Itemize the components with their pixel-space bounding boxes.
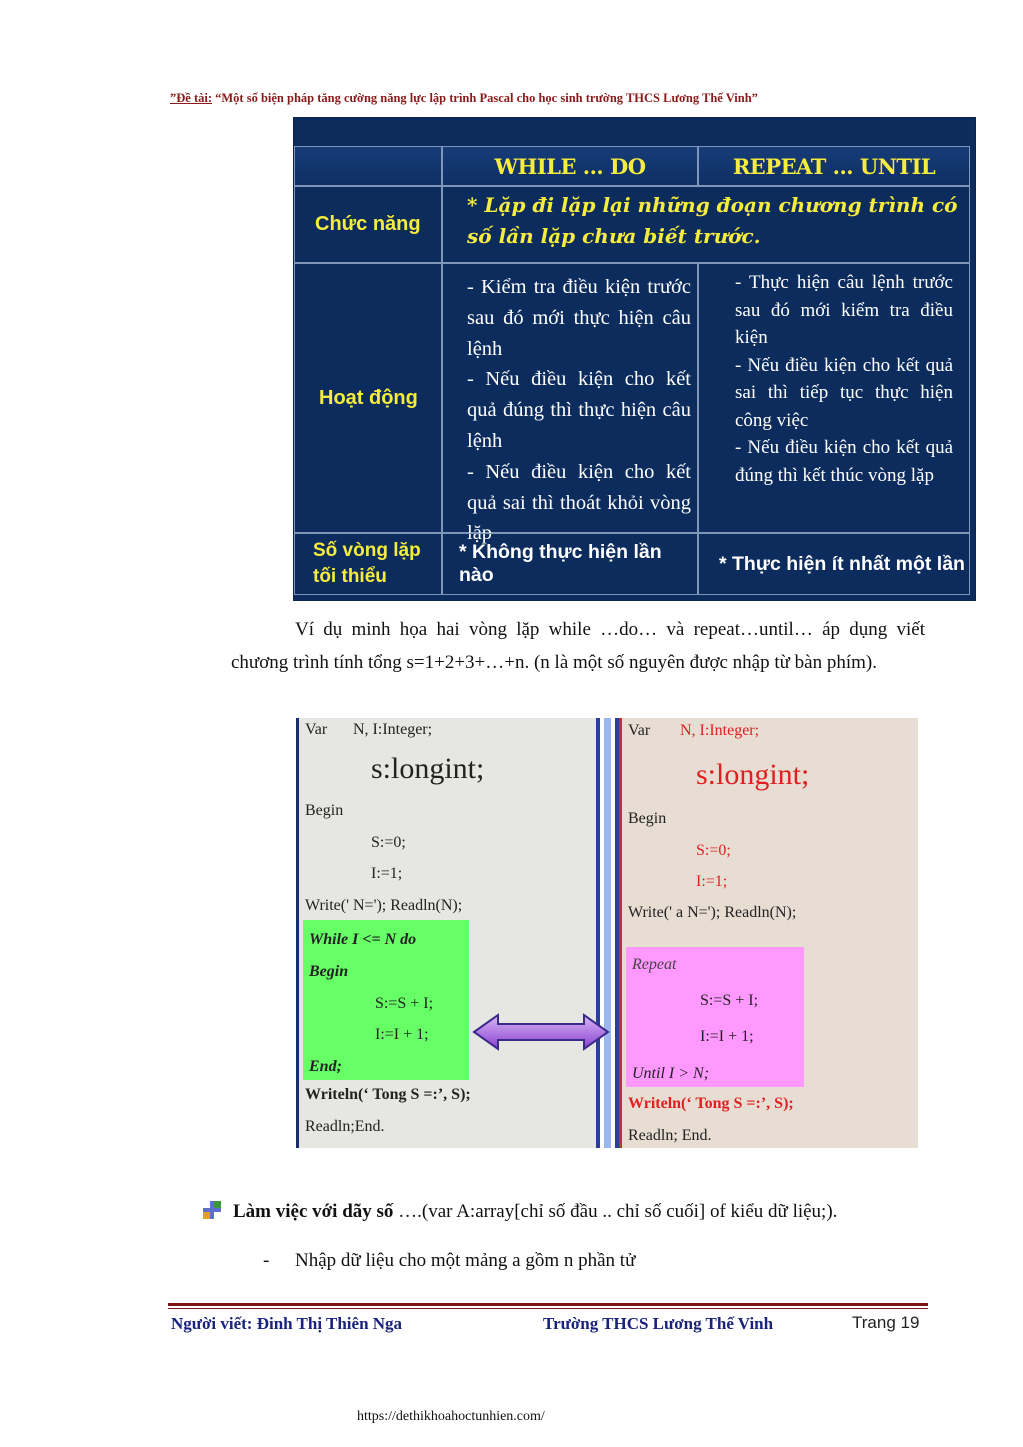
example-paragraph (231, 613, 925, 679)
row-label-operation: Hoạt động (294, 263, 442, 533)
footer-author: Người viết: Đinh Thị Thiên Nga (171, 1314, 403, 1333)
header-label: ”Đề tài: (170, 91, 212, 105)
code-line: S:=0; (371, 834, 406, 851)
code-line: Writeln(‘ Tong S =:’, S); (628, 1095, 794, 1112)
footer-rule (168, 1303, 928, 1306)
code-line: N, I:Integer; (353, 721, 433, 738)
row-label-function: Chức năng (294, 186, 442, 263)
repeat-code-panel (619, 718, 918, 1148)
code-line: Begin (305, 802, 344, 819)
source-url[interactable]: https://dethikhoahoctunhien.com/ (357, 1409, 545, 1424)
min-loops-label-line2: tối thiểu (313, 566, 387, 587)
document-header (170, 91, 870, 106)
footer-school: Trường THCS Lương Thế Vinh (543, 1314, 774, 1333)
code-line: I:=1; (371, 865, 403, 882)
min-loops-label-line1: Số vòng lặp (313, 540, 421, 561)
code-line: s:longint; (371, 752, 485, 785)
code-line: Begin (309, 963, 349, 980)
double-arrow-icon (472, 1013, 610, 1051)
code-line: While I <= N do (309, 931, 417, 948)
code-line: S:=S + I; (700, 992, 759, 1009)
repeat-min-text: * Thực hiện ít nhất một lần (698, 533, 970, 595)
code-line: Writeln(‘ Tong S =:’, S); (305, 1086, 471, 1103)
function-text: * Lặp đi lặp lại những đoạn chương trình có số lần lặp chưa biết trước. (442, 186, 970, 263)
list-item (263, 1250, 635, 1272)
code-line: I:=I + 1; (375, 1026, 429, 1043)
table-corner-cell (294, 146, 442, 186)
code-line: Readln;End. (305, 1118, 385, 1135)
code-line: Write(' a N='); Readln(N); (628, 904, 797, 921)
code-line: N, I:Integer; (680, 722, 760, 739)
code-line: Readln; End. (628, 1127, 712, 1144)
code-line: Begin (628, 810, 667, 827)
code-line: End; (309, 1058, 342, 1075)
code-line: s:longint; (696, 758, 810, 791)
header-repeat: REPEAT ... UNTIL (698, 146, 970, 186)
code-line: Write(' N='); Readln(N); (305, 897, 463, 914)
code-line: Until I > N; (632, 1065, 710, 1082)
code-line: S:=0; (696, 842, 731, 859)
example-paragraph-text: Ví dụ minh họa hai vòng lặp while …do… và repeat…until… áp dụng viết chương trình tính tổng s=1+2+3+…+n. (n là một số nguyên được nhập từ bàn phím). (231, 619, 925, 673)
code-comparison-image (296, 718, 918, 1148)
row-label-min-loops (294, 533, 442, 595)
bullet-icon (202, 1201, 222, 1219)
repeat-operation-text: - Thực hiện câu lệnh trước sau đó mới kiểm tra điều kiện - Nếu điều kiện cho kết quả sai thì tiếp tục thực hiện công việc - Nếu điều kiện cho kết quả đúng thì kết thúc vòng lặp (698, 263, 970, 533)
while-code-panel (296, 718, 596, 1148)
header-title: “Một số biện pháp tăng cường năng lực lập trình Pascal cho học sinh trường THCS Lương Thế Vinh” (212, 91, 758, 105)
while-operation-text: - Kiểm tra điều kiện trước sau đó mới thực hiện câu lệnh - Nếu điều kiện cho kết quả đúng thì thực hiện câu lệnh - Nếu điều kiện cho kết quả sai thì thoát khỏi vòng lặp (442, 263, 698, 533)
code-line: Var (305, 721, 328, 738)
panel-divider (596, 718, 619, 1148)
code-line: Repeat (632, 956, 677, 973)
comparison-table (293, 117, 976, 601)
while-min-text: * Không thực hiện lần nào (442, 533, 698, 595)
code-line: S:=S + I; (375, 995, 434, 1012)
list-item-text: Nhập dữ liệu cho một mảng a gồm n phần tử (295, 1250, 636, 1271)
code-line: I:=1; (696, 873, 728, 890)
section-heading (233, 1199, 925, 1224)
code-line: I:=I + 1; (700, 1028, 754, 1045)
list-dash: - (263, 1250, 270, 1271)
page-number: Trang 19 (852, 1313, 920, 1332)
section-rest: ….(var A:array[chỉ số đầu .. chỉ số cuối] of kiểu dữ liệu;). (393, 1201, 838, 1222)
header-while: WHILE ... DO (442, 146, 698, 186)
footer-rule-thin (168, 1308, 928, 1309)
code-line: Var (628, 722, 651, 739)
section-title: Làm việc với dãy số (233, 1201, 394, 1222)
